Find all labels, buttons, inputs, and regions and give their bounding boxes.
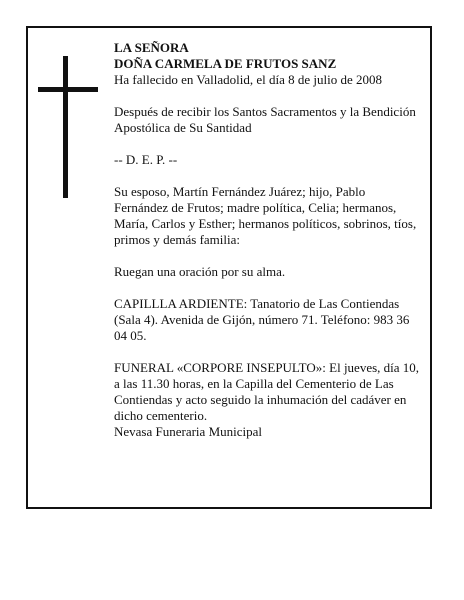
rest-in-peace: -- D. E. P. -- — [114, 152, 178, 167]
sacraments-paragraph: Después de recibir los Santos Sacramentos y la Bendición Apostólica de Su Santidad — [114, 104, 416, 135]
death-announcement: Ha fallecido en Valladolid, el día 8 de julio de 2008 — [114, 72, 382, 87]
cross-vertical-bar — [63, 56, 68, 198]
funeral-details: FUNERAL «CORPORE INSEPULTO»: El jueves, día 10, a las 11.30 horas, en la Capilla del Cementerio de Las Contiendas y acto seguido la inhumación del cadáver en dicho cementerio. — [114, 360, 420, 423]
family-paragraph: Su esposo, Martín Fernández Juárez; hijo, Pablo Fernández de Frutos; madre política, Celia; hermanos, María, Carlos y Esther; hermanos políticos, sobrinos, tíos, primos y demás familia: — [114, 184, 417, 247]
prayer-request: Ruegan una oración por su alma. — [114, 264, 286, 279]
latin-cross-icon — [38, 56, 98, 198]
cross-horizontal-bar — [38, 87, 98, 92]
deceased-name: DOÑA CARMELA DE FRUTOS SANZ — [114, 56, 337, 71]
title-la-senora: LA SEÑORA — [114, 40, 189, 55]
chapel-details: CAPILLLA ARDIENTE: Tanatorio de Las Contiendas (Sala 4). Avenida de Gijón, número 71. Teléfono: 983 36 04 05. — [114, 296, 410, 343]
obituary-text — [114, 40, 420, 440]
funeral-home: Nevasa Funeraria Municipal — [114, 424, 263, 439]
